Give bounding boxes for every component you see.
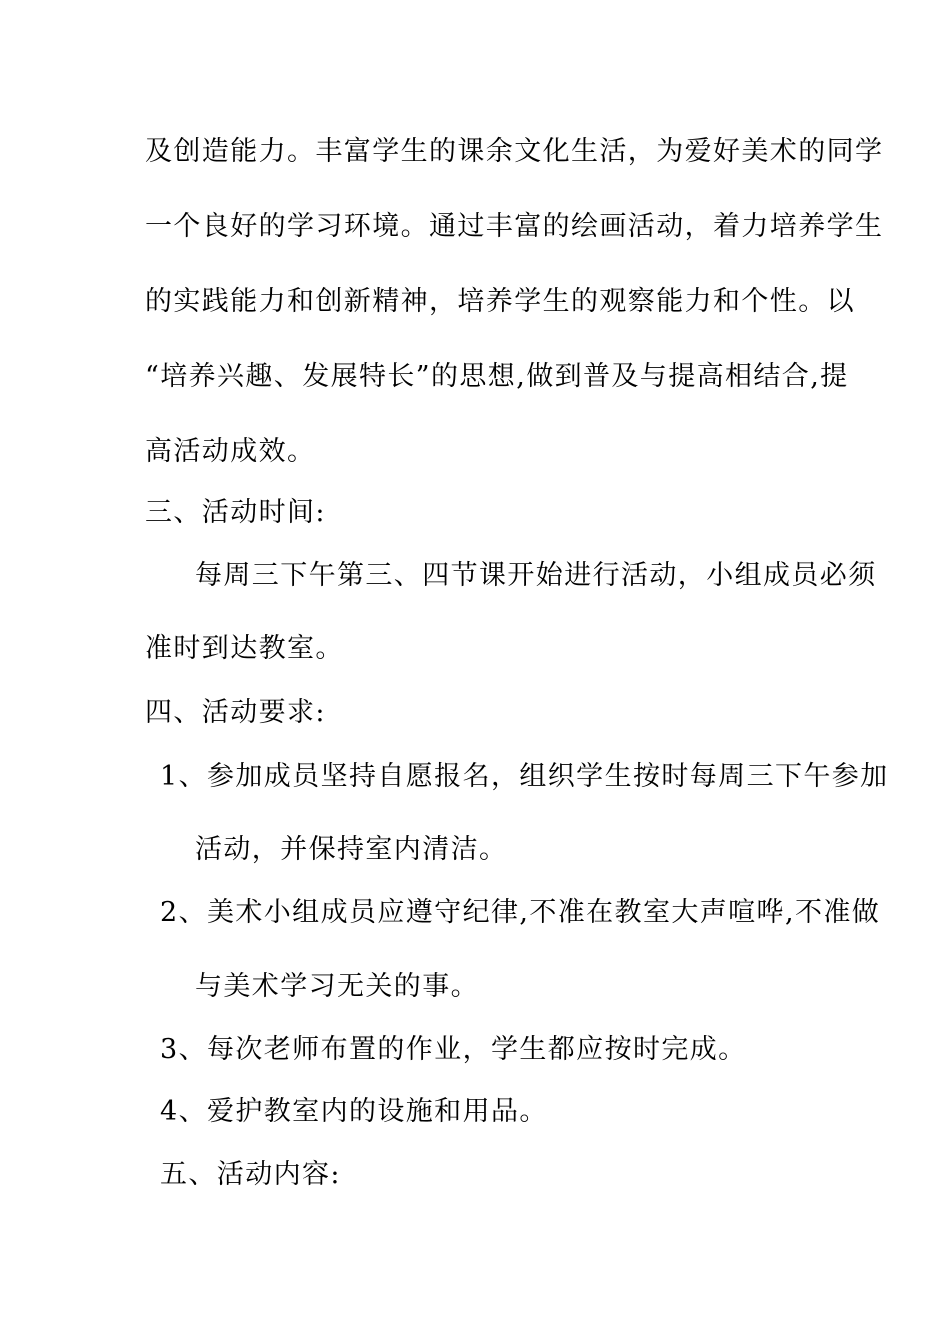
paragraph-line: 及创造能力。丰富学生的课余文化生活，为爱好美术的同学 <box>145 136 884 167</box>
requirement-item: 4、爱护教室内的设施和用品。 <box>160 1096 548 1127</box>
paragraph-line: 一个良好的学习环境。通过丰富的绘画活动，着力培养学生 <box>145 211 884 242</box>
requirement-item-continuation: 与美术学习无关的事。 <box>195 971 479 1002</box>
requirement-item: 1、参加成员坚持自愿报名，组织学生按时每周三下午参加 <box>160 761 889 792</box>
paragraph-line: 的实践能力和创新精神，培养学生的观察能力和个性。以 <box>145 286 855 317</box>
paragraph-line: 高活动成效。 <box>145 436 316 467</box>
requirement-item: 2、美术小组成员应遵守纪律,不准在教室大声喧哗,不准做 <box>160 897 881 928</box>
paragraph-line: “培养兴趣、发展特长”的思想,做到普及与提高相结合,提 <box>145 361 849 392</box>
paragraph-line: 每周三下午第三、四节课开始进行活动，小组成员必须 <box>195 560 877 591</box>
section-heading-requirements: 四、活动要求: <box>145 697 326 728</box>
paragraph-line: 准时到达教室。 <box>145 633 344 664</box>
section-heading-content: 五、活动内容: <box>160 1159 341 1190</box>
requirement-item: 3、每次老师布置的作业，学生都应按时完成。 <box>160 1034 747 1065</box>
requirement-item-continuation: 活动，并保持室内清洁。 <box>195 834 508 865</box>
section-heading-time: 三、活动时间: <box>145 497 326 528</box>
